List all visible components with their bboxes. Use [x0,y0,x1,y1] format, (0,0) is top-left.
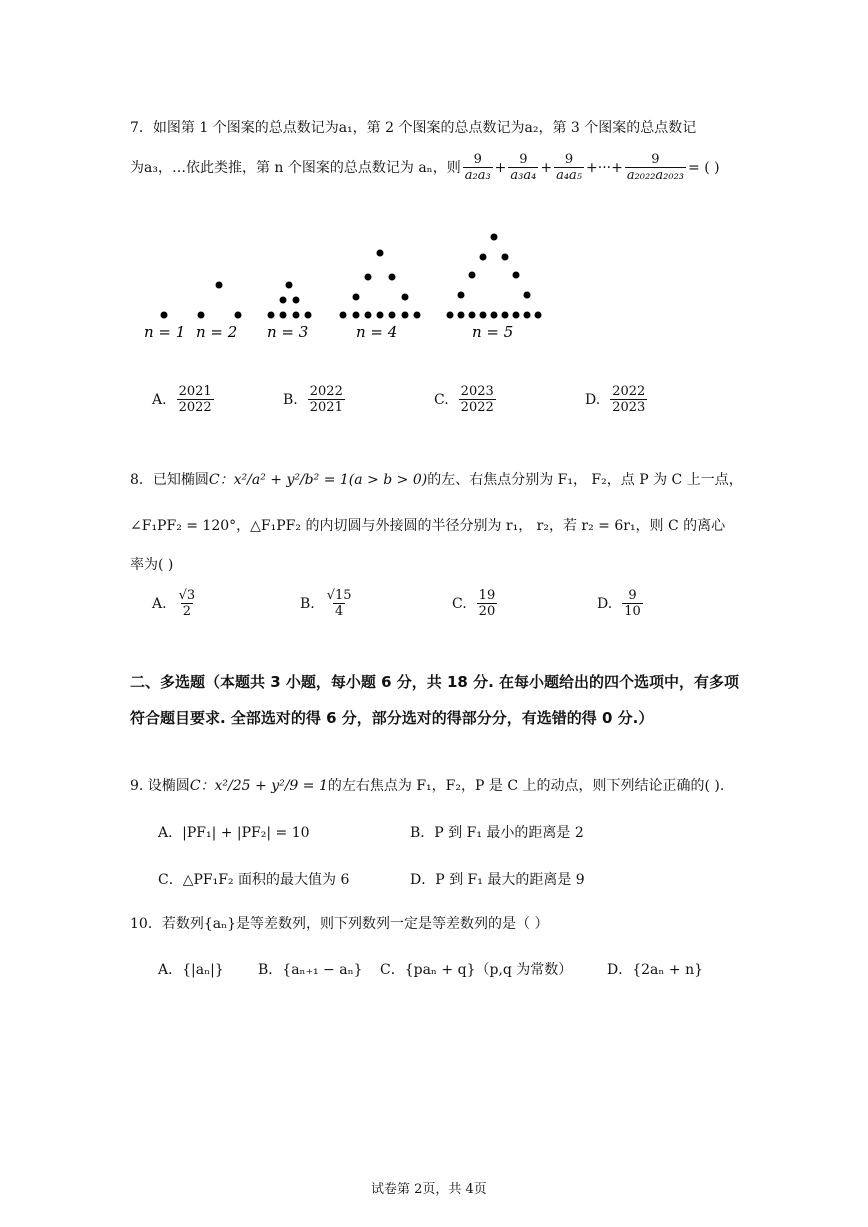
q7-term2-den: a₃a₄ [510,168,537,183]
q7-option-d[interactable] [585,384,649,415]
fraction-num: √15 [326,588,352,603]
dot [377,250,384,257]
q8-post: 的左、右焦点分别为 F₁， F₂，点 P 为 C 上一点， [427,472,743,488]
q7-term2-num: 9 [519,152,528,167]
q7-term1-num: 9 [473,152,482,167]
dot [502,312,509,319]
fraction-den: 4 [335,604,344,619]
q7-term4 [625,152,686,183]
dot [389,312,396,319]
option-label: B. [300,595,315,612]
q7-term2 [508,152,538,183]
dot [502,254,509,261]
dot [161,312,168,319]
page-footer: 试卷第 2页，共 4页 [371,1182,487,1197]
dot [469,272,476,279]
dot [286,282,293,289]
dot [235,312,242,319]
q8-pre: 8．已知椭圆 [130,472,209,488]
q7-term1-den: a₂a₃ [464,168,491,183]
option-fraction [325,588,354,619]
dot [365,274,372,281]
q8-ellipse: C：x²/a² + y²/b² = 1(a > b > 0) [208,472,428,488]
q10-option-d[interactable]: D．{2aₙ + n} [607,962,703,978]
dot [268,312,275,319]
q7-term3-num: 9 [564,152,574,167]
option-fraction [308,384,345,415]
fraction-num: 19 [478,588,496,603]
figure-label-n2: n = 2 [196,323,238,341]
option-fraction [610,384,647,415]
dot [340,312,347,319]
dot [491,234,498,241]
dot [293,312,300,319]
q7-term4-num: 9 [651,152,660,167]
dot [305,312,312,319]
figure-label-n1: n = 1 [144,323,186,341]
q9-pre: 9. 设椭圆 [130,778,190,794]
option-fraction [177,384,214,415]
q9-option-c[interactable]: C．△PF₁F₂ 面积的最大值为 6 [158,872,350,888]
q10-option-c[interactable]: C．{paₙ + q}（p,q 为常数） [380,962,573,978]
q9-post: 的左右焦点为 F₁，F₂，P 是 C 上的动点，则下列结论正确的( ). [327,778,725,794]
dot [402,312,409,319]
dot [513,312,520,319]
dot [535,312,542,319]
dot [365,312,372,319]
dot [480,254,487,261]
dot [389,274,396,281]
q7-option-a[interactable] [152,384,216,415]
option-label: A. [152,391,167,408]
option-fraction [459,384,496,415]
fraction-num: 2022 [309,384,343,399]
q8-line3: 率为( ) [130,557,174,573]
fraction-den: 10 [624,604,641,619]
q9-option-d[interactable]: D．P 到 F₁ 最大的距离是 9 [410,872,585,888]
option-fraction [177,588,198,619]
q8-option-a[interactable] [152,588,199,619]
q8-option-b[interactable] [300,588,356,619]
dot [216,282,223,289]
dot [524,292,531,299]
fraction-num: 2023 [460,384,494,399]
dot [524,312,531,319]
fraction-den: 2021 [309,400,343,415]
dot [491,312,498,319]
option-label: C. [434,391,449,408]
option-label: C. [452,595,467,612]
q9-option-b[interactable]: B．P 到 F₁ 最小的距离是 2 [410,825,584,841]
fraction-den: 2022 [460,400,494,415]
q7-term4-den: a₂₀₂₂a₂₀₂₃ [626,168,685,183]
dot [280,312,287,319]
dot [402,294,409,301]
option-label: D. [585,391,601,408]
dot [353,294,360,301]
q7-line1: 7．如图第 1 个图案的总点数记为a₁，第 2 个图案的总点数记为a₂，第 3 个图案的总点数记 [130,120,697,136]
fraction-den: 2022 [178,400,212,415]
dot [377,312,384,319]
q7-line2-pre: 为a₃，…依此类推，第 n 个图案的总点数记为 aₙ，则 [130,159,461,176]
option-fraction [477,588,498,619]
dot [280,297,287,304]
fraction-den: 2023 [612,400,646,415]
q7-dot-figure [130,225,570,350]
q7-option-c[interactable] [434,384,498,415]
section-multi-choice-header: 二、多选题（本题共 3 小题，每小题 6 分，共 18 分. 在每小题给出的四个选项中，有多项符合题目要求. 全部选对的得 6 分，部分选对的得部分分，有选错的得 0 分.） [130,673,740,727]
option-label: B. [283,391,298,408]
q7-line2: 为a₃，…依此类推，第 n 个图案的总点数记为 aₙ，则 $\frac{9}{\text{a₂a₃}}$ + $\frac{9}{\text{a₃a₄}}$ + $\frac{9}{\text{a₄a₅}}$ +···+ $\frac{9}{\text{a₂₀₂₂a₂₀₂₃}}$ = ( ) [130,152,720,183]
q8-option-d[interactable] [597,588,645,619]
dot [513,272,520,279]
fraction-num: 2021 [178,384,212,399]
q10-option-a[interactable]: A．{|aₙ|} [158,962,224,978]
dot [469,312,476,319]
dot [414,312,421,319]
dot [293,297,300,304]
q7-ellipsis: +···+ [586,159,623,176]
q7-term3 [554,152,584,183]
option-fraction [622,588,643,619]
fraction-num: 9 [628,588,637,603]
fraction-num: √3 [178,588,196,603]
fraction-num: 2022 [612,384,646,399]
q7-option-b[interactable] [283,384,347,415]
dot [447,312,454,319]
q7-tail: = ( ) [688,159,720,176]
dot [458,292,465,299]
q9-stem [130,776,724,796]
fraction-den: 20 [478,604,496,619]
dot [198,312,205,319]
q10-option-b[interactable]: B．{aₙ₊₁ − aₙ} [258,962,363,978]
dot [353,312,360,319]
dot [458,312,465,319]
figure-label-n3: n = 3 [267,323,309,341]
q9-option-a[interactable]: A．|PF₁| + |PF₂| = 10 [158,825,310,841]
figure-label-n4: n = 4 [356,323,398,341]
q7-term3-den: a₄a₅ [556,168,583,183]
dot [480,312,487,319]
q7-term1 [463,152,493,183]
q8-line2: ∠F₁PF₂ = 120°，△F₁PF₂ 的内切圆与外接圆的半径分别为 r₁， r₂，若 r₂ = 6r₁，则 C 的离心 [130,518,726,534]
option-label: A. [152,595,167,612]
option-label: D. [597,595,613,612]
q9-ellipse: C：x²/25 + y²/9 = 1 [189,778,328,794]
q10-stem: 10．若数列{aₙ}是等差数列，则下列数列一定是等差数列的是（ ） [130,916,549,932]
q8-option-c[interactable] [452,588,499,619]
fraction-den: 2 [182,604,191,619]
figure-label-n5: n = 5 [472,323,514,341]
q8-line1 [130,470,743,490]
